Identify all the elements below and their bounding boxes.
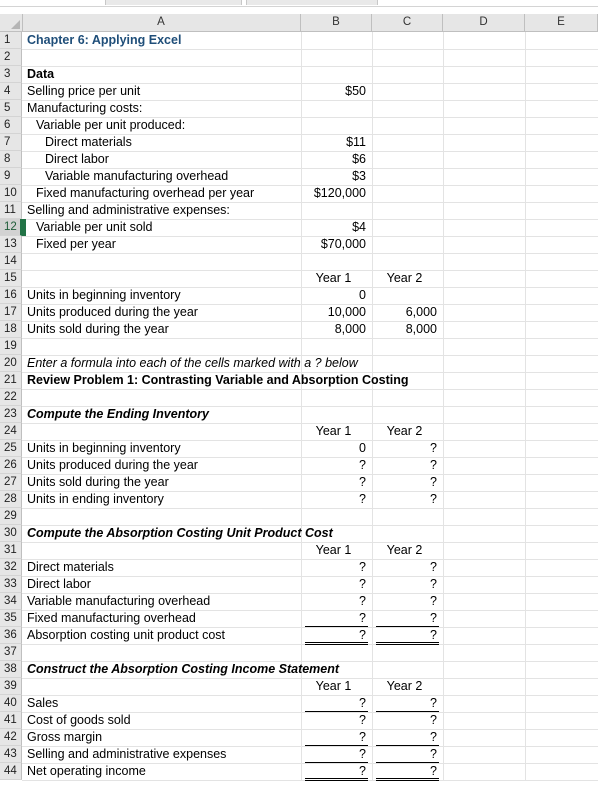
cell-b27[interactable]: ?: [359, 475, 366, 489]
row-header-31[interactable]: 31: [0, 542, 22, 559]
cell-b7[interactable]: $11: [346, 135, 366, 149]
row-header-26[interactable]: 26: [0, 457, 22, 474]
row-header-14[interactable]: 14: [0, 253, 22, 270]
cell-a18[interactable]: Units sold during the year: [27, 322, 169, 336]
row-header-9[interactable]: 9: [0, 168, 22, 185]
cell-a6[interactable]: Variable per unit produced:: [36, 118, 186, 132]
cell-a33[interactable]: Direct labor: [27, 577, 91, 591]
row-header-3[interactable]: 3: [0, 66, 22, 83]
row-header-37[interactable]: 37: [0, 644, 22, 661]
row-header-44[interactable]: 44: [0, 763, 22, 780]
cell-c35[interactable]: ?: [430, 611, 437, 625]
cell-border-double-bottom: [305, 642, 368, 645]
cell-border-double-bottom: [305, 778, 368, 781]
cell-a4[interactable]: Selling price per unit: [27, 84, 141, 98]
cell-a20[interactable]: Enter a formula into each of the cells marked with a ? below: [27, 356, 358, 370]
row-header-32[interactable]: 32: [0, 559, 22, 576]
cell-c43[interactable]: ?: [430, 747, 437, 761]
cell-b44[interactable]: ?: [359, 764, 366, 778]
cell-a44[interactable]: Net operating income: [27, 764, 146, 778]
cell-b10[interactable]: $120,000: [313, 186, 366, 200]
cell-a42[interactable]: Gross margin: [27, 730, 103, 744]
cell-c33[interactable]: ?: [430, 577, 437, 591]
cell-b12[interactable]: $4: [352, 220, 366, 234]
cell-a1[interactable]: Chapter 6: Applying Excel: [27, 33, 182, 47]
toolbar-tab-a[interactable]: [105, 0, 242, 5]
cell-a40[interactable]: Sales: [27, 696, 59, 710]
cell-a27[interactable]: Units sold during the year: [27, 475, 169, 489]
cell-c40[interactable]: ?: [430, 696, 437, 710]
cell-b40[interactable]: ?: [359, 696, 366, 710]
cell-b41[interactable]: ?: [359, 713, 366, 727]
column-header-a[interactable]: A: [22, 14, 301, 31]
row-header-35[interactable]: 35: [0, 610, 22, 627]
cell-a41[interactable]: Cost of goods sold: [27, 713, 131, 727]
gridline-horizontal: [22, 66, 598, 67]
cell-b17[interactable]: 10,000: [327, 305, 366, 319]
row-header-22[interactable]: 22: [0, 389, 22, 406]
select-all-corner[interactable]: [0, 14, 23, 31]
cell-c36[interactable]: ?: [430, 628, 437, 642]
cell-c44[interactable]: ?: [430, 764, 437, 778]
cell-a38[interactable]: Construct the Absorption Costing Income Statement: [27, 662, 340, 676]
cell-c25[interactable]: ?: [430, 441, 437, 455]
cell-b43[interactable]: ?: [359, 747, 366, 761]
cell-c26[interactable]: ?: [430, 458, 437, 472]
row-header-36[interactable]: 36: [0, 627, 22, 644]
row-header-17[interactable]: 17: [0, 304, 22, 321]
cell-c28[interactable]: ?: [430, 492, 437, 506]
cell-b35[interactable]: ?: [359, 611, 366, 625]
cell-c42[interactable]: ?: [430, 730, 437, 744]
cell-b18[interactable]: 8,000: [334, 322, 366, 336]
cell-c24[interactable]: Year 2: [386, 424, 423, 438]
column-header-b[interactable]: B: [301, 14, 372, 31]
cell-a35[interactable]: Fixed manufacturing overhead: [27, 611, 196, 625]
cell-a28[interactable]: Units in ending inventory: [27, 492, 164, 506]
cell-c31[interactable]: Year 2: [386, 543, 423, 557]
row-header-19[interactable]: 19: [0, 338, 22, 355]
gridline-horizontal: [22, 338, 598, 339]
cell-a17[interactable]: Units produced during the year: [27, 305, 198, 319]
cell-b16[interactable]: 0: [359, 288, 366, 302]
cell-a11[interactable]: Selling and administrative expenses:: [27, 203, 230, 217]
row-header-4[interactable]: 4: [0, 83, 22, 100]
cell-c34[interactable]: ?: [430, 594, 437, 608]
cell-a7[interactable]: Direct materials: [45, 135, 132, 149]
row-header-28[interactable]: 28: [0, 491, 22, 508]
cell-a43[interactable]: Selling and administrative expenses: [27, 747, 227, 761]
cell-a34[interactable]: Variable manufacturing overhead: [27, 594, 211, 608]
cell-a23[interactable]: Compute the Ending Inventory: [27, 407, 209, 421]
row-header-8[interactable]: 8: [0, 151, 22, 168]
cell-a25[interactable]: Units in beginning inventory: [27, 441, 181, 455]
cell-a8[interactable]: Direct labor: [45, 152, 109, 166]
row-header-10[interactable]: 10: [0, 185, 22, 202]
row-header-1[interactable]: 1: [0, 32, 22, 49]
gridline-horizontal: [22, 253, 598, 254]
cell-b9[interactable]: $3: [352, 169, 366, 183]
cell-a16[interactable]: Units in beginning inventory: [27, 288, 181, 302]
cell-a13[interactable]: Fixed per year: [36, 237, 116, 251]
cell-b4[interactable]: $50: [345, 84, 366, 98]
cell-b39[interactable]: Year 1: [315, 679, 352, 693]
cell-a26[interactable]: Units produced during the year: [27, 458, 198, 472]
row-header-38[interactable]: 38: [0, 661, 22, 678]
row-header-30[interactable]: 30: [0, 525, 22, 542]
cell-b26[interactable]: ?: [359, 458, 366, 472]
cell-c17[interactable]: 6,000: [405, 305, 437, 319]
cell-c41[interactable]: ?: [430, 713, 437, 727]
row-header-29[interactable]: 29: [0, 508, 22, 525]
cell-a30[interactable]: Compute the Absorption Costing Unit Product Cost: [27, 526, 333, 540]
row-header-7[interactable]: 7: [0, 134, 22, 151]
row-header-27[interactable]: 27: [0, 474, 22, 491]
cell-b34[interactable]: ?: [359, 594, 366, 608]
row-header-16[interactable]: 16: [0, 287, 22, 304]
row-header-33[interactable]: 33: [0, 576, 22, 593]
row-header-6[interactable]: 6: [0, 117, 22, 134]
column-header-c[interactable]: C: [372, 14, 443, 31]
row-header-2[interactable]: 2: [0, 49, 22, 66]
cell-c39[interactable]: Year 2: [386, 679, 423, 693]
column-header-bar: [0, 14, 598, 32]
cell-c18[interactable]: 8,000: [405, 322, 437, 336]
row-header-39[interactable]: 39: [0, 678, 22, 695]
cell-a36[interactable]: Absorption costing unit product cost: [27, 628, 226, 642]
cell-border-double-bottom: [376, 778, 439, 781]
row-header-25[interactable]: 25: [0, 440, 22, 457]
gridline-horizontal: [22, 508, 598, 509]
row-header-11[interactable]: 11: [0, 202, 22, 219]
row-header-15[interactable]: 15: [0, 270, 22, 287]
cell-a21[interactable]: Review Problem 1: Contrasting Variable and Absorption Costing: [27, 373, 409, 387]
row-header-13[interactable]: 13: [0, 236, 22, 253]
cell-border-double-bottom: [376, 642, 439, 645]
cell-b15[interactable]: Year 1: [315, 271, 352, 285]
cell-b31[interactable]: Year 1: [315, 543, 352, 557]
cell-b13[interactable]: $70,000: [320, 237, 366, 251]
cell-a32[interactable]: Direct materials: [27, 560, 114, 574]
column-header-d[interactable]: D: [443, 14, 525, 31]
cell-c27[interactable]: ?: [430, 475, 437, 489]
cell-b24[interactable]: Year 1: [315, 424, 352, 438]
active-cell-indicator: [22, 219, 26, 236]
row-header-34[interactable]: 34: [0, 593, 22, 610]
row-header-20[interactable]: 20: [0, 355, 22, 372]
row-header-24[interactable]: 24: [0, 423, 22, 440]
cell-b36[interactable]: ?: [359, 628, 366, 642]
toolbar-tab-b[interactable]: [246, 0, 378, 5]
row-header-12[interactable]: 12: [0, 219, 22, 236]
row-header-18[interactable]: 18: [0, 321, 22, 338]
row-header-40[interactable]: 40: [0, 695, 22, 712]
row-header-5[interactable]: 5: [0, 100, 22, 117]
cell-b42[interactable]: ?: [359, 730, 366, 744]
cell-b33[interactable]: ?: [359, 577, 366, 591]
row-header-42[interactable]: 42: [0, 729, 22, 746]
select-all-triangle-icon: [11, 20, 20, 29]
cell-a5[interactable]: Manufacturing costs:: [27, 101, 143, 115]
gridline-horizontal: [22, 389, 598, 390]
row-header-23[interactable]: 23: [0, 406, 22, 423]
cell-b8[interactable]: $6: [352, 152, 366, 166]
cell-c15[interactable]: Year 2: [386, 271, 423, 285]
cell-a9[interactable]: Variable manufacturing overhead: [45, 169, 229, 183]
cell-b28[interactable]: ?: [359, 492, 366, 506]
cell-a12[interactable]: Variable per unit sold: [36, 220, 153, 234]
cell-c32[interactable]: ?: [430, 560, 437, 574]
cell-a10[interactable]: Fixed manufacturing overhead per year: [36, 186, 255, 200]
row-header-21[interactable]: 21: [0, 372, 22, 389]
cell-a3[interactable]: Data: [27, 67, 55, 81]
row-header-43[interactable]: 43: [0, 746, 22, 763]
gridline-horizontal: [22, 49, 598, 50]
row-header-41[interactable]: 41: [0, 712, 22, 729]
cell-b32[interactable]: ?: [359, 560, 366, 574]
cell-b25[interactable]: 0: [359, 441, 366, 455]
column-header-e[interactable]: E: [525, 14, 598, 31]
